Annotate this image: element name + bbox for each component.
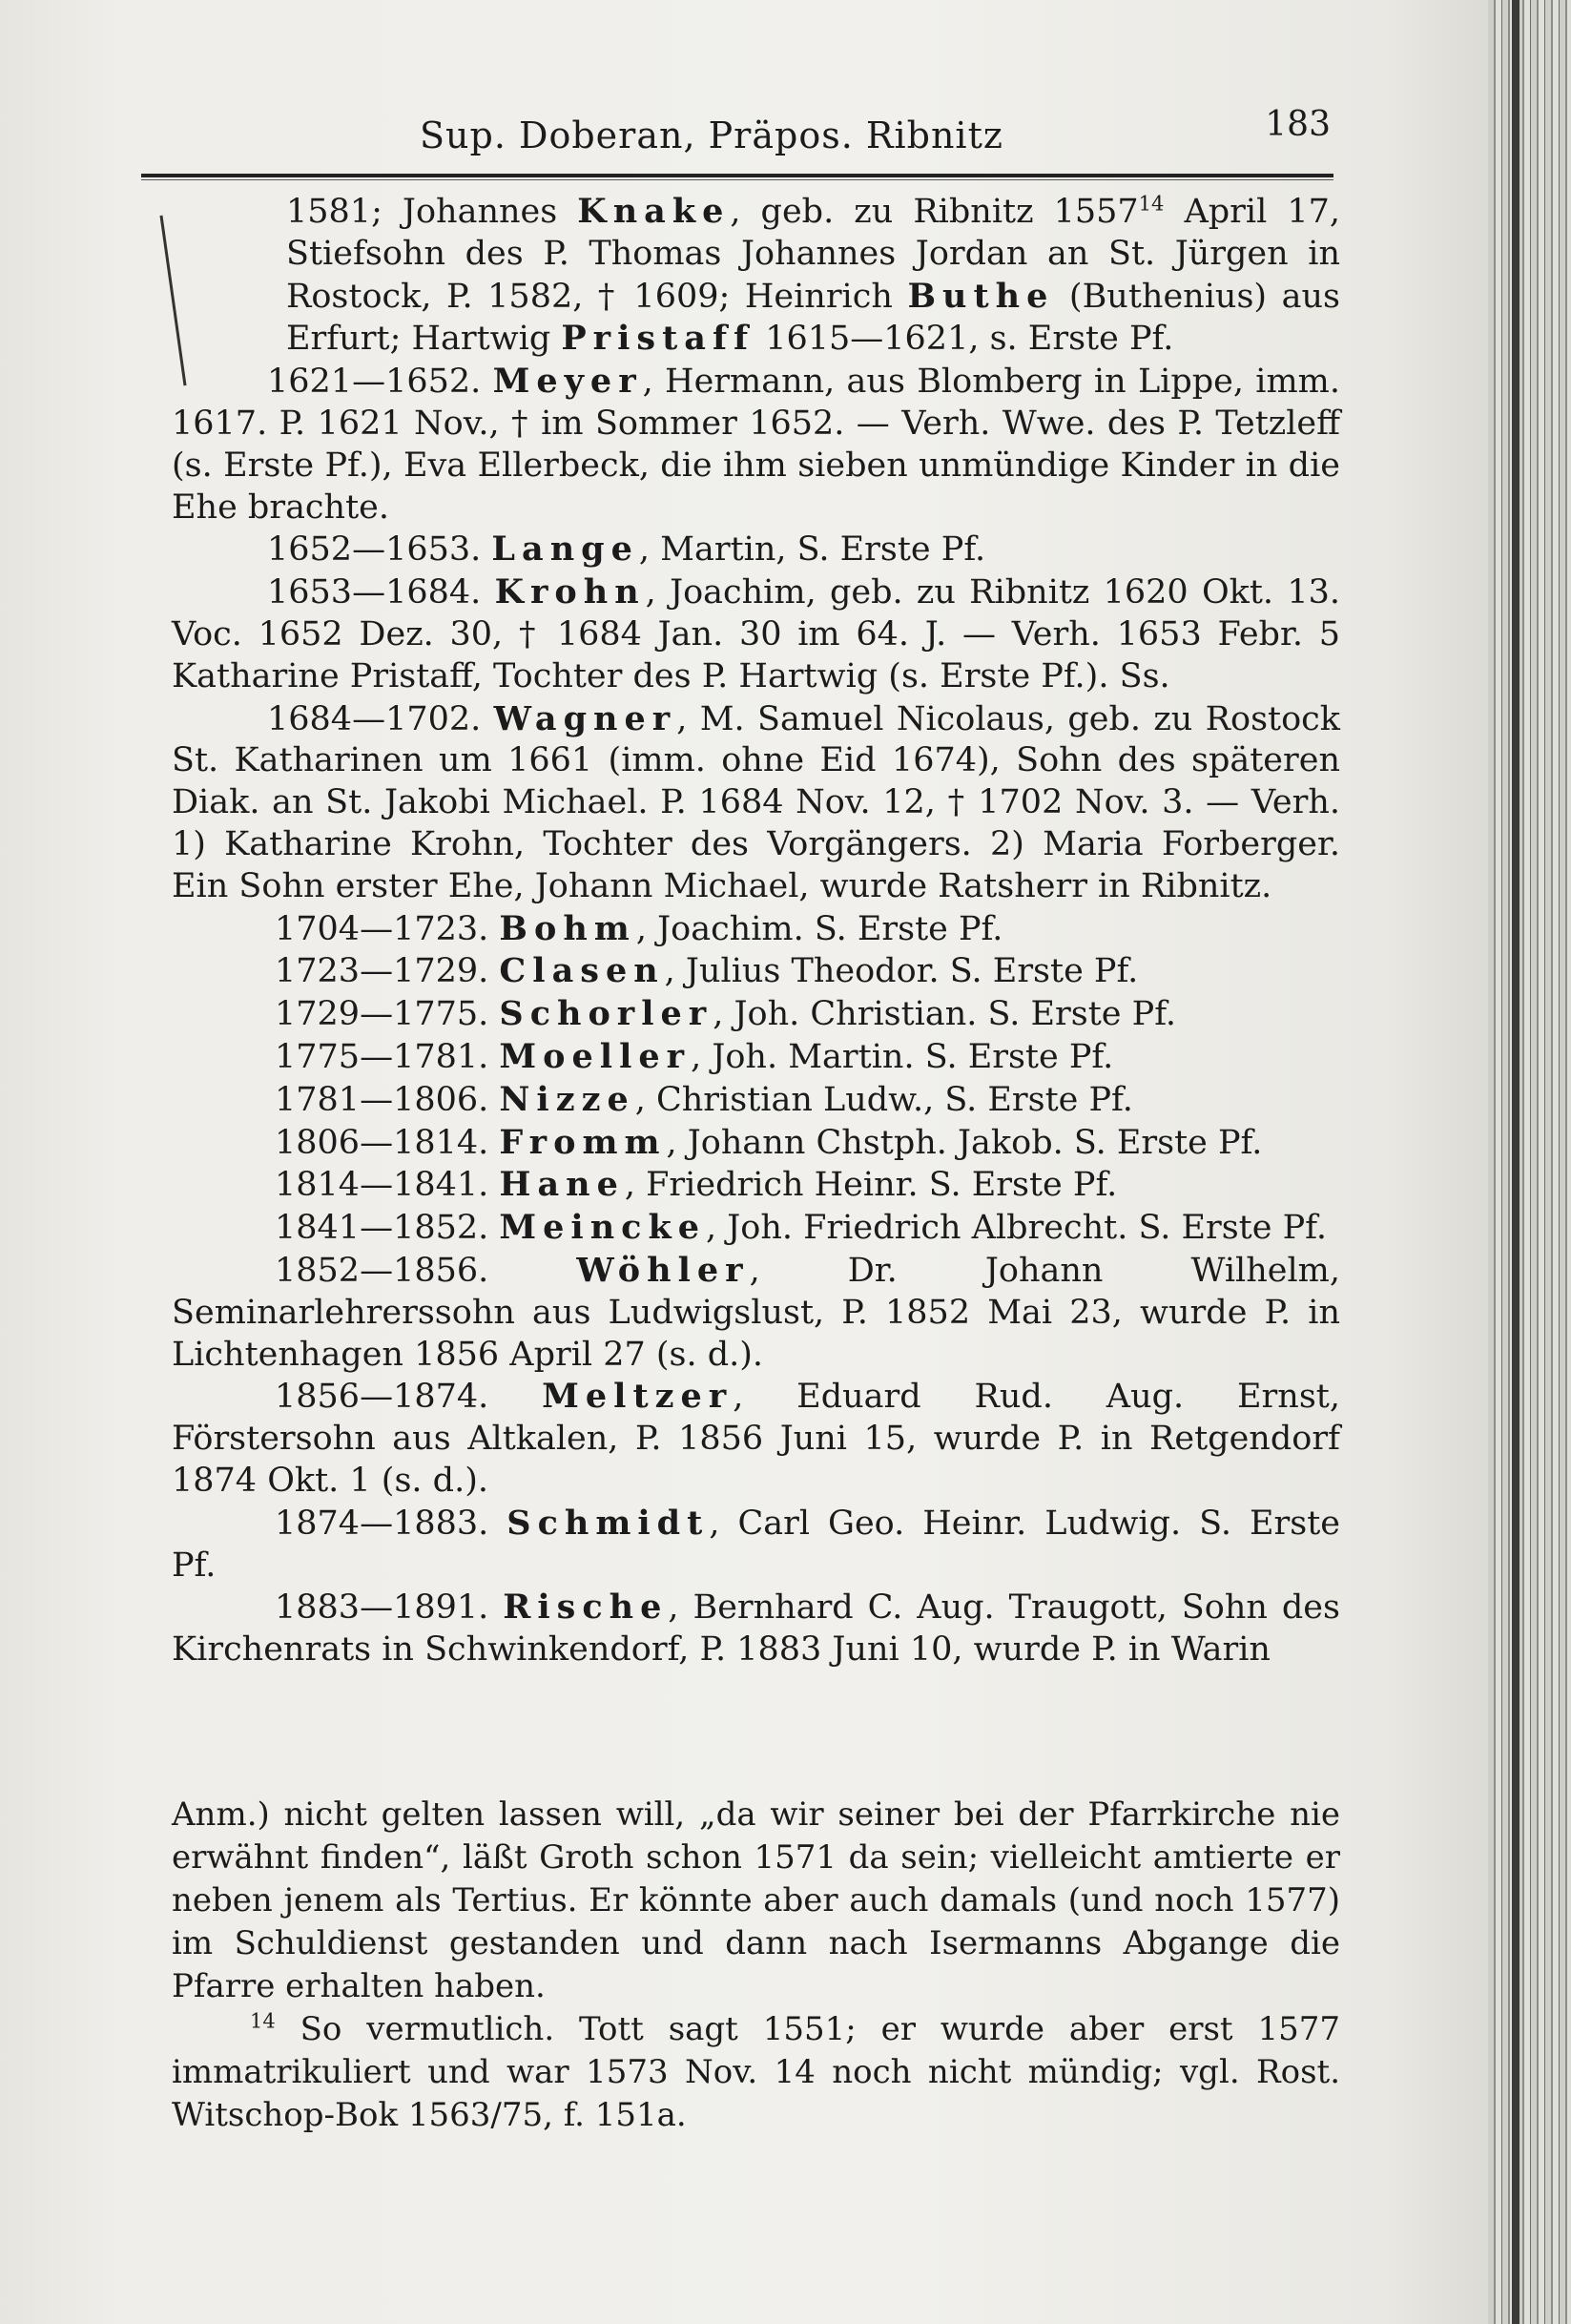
entry-paragraph: 1729—1775. Schorler, Joh. Christian. S. Erste Pf. (275, 994, 1177, 1034)
entry-paragraph: 1652—1653. Lange, Martin, S. Erste Pf. (267, 529, 986, 570)
book-spine (1488, 0, 1571, 2324)
entry-paragraph: 1874—1883. Schmidt, Carl Geo. Heinr. Ludwig. S. Erste Pf. (172, 1503, 1340, 1585)
entry-paragraph: 1883—1891. Rische, Bernhard C. Aug. Traugott, Sohn des Kirchenrats in Schwinkendorf, P. 1883 Juni 10, wurde P. in Warin (172, 1587, 1340, 1670)
main-text (172, 191, 1340, 1671)
page-number: 183 (1265, 105, 1331, 144)
entry-paragraph: 1841—1852. Meincke, Joh. Friedrich Albrecht. S. Erste Pf. (275, 1208, 1327, 1248)
book-gutter (1512, 0, 1519, 2324)
header-rule-thin (141, 179, 1333, 180)
footnote-14: $^{14}$ So vermutlich. Tott sagt 1551; er wurde aber erst 1577 immatrikuliert und war 1573 Nov. 14 noch nicht mündig; vgl. Rost. Witschop-Bok 1563/75, f. 151a. (172, 2009, 1340, 2134)
entry-paragraph: 1814—1841. Hane, Friedrich Heinr. S. Erste Pf. (275, 1165, 1118, 1205)
entry-paragraph: 1806—1814. Fromm, Johann Chstph. Jakob. S. Erste Pf. (275, 1122, 1263, 1162)
entry-paragraph: 1856—1874. Meltzer, Eduard Rud. Aug. Ernst, Förstersohn aus Altkalen, P. 1856 Juni 15, wurde P. in Retgendorf 1874 Okt. 1 (s. d.). (172, 1377, 1340, 1500)
entry-paragraph: 1684—1702. Wagner, M. Samuel Nicolaus, geb. zu Rostock St. Katharinen um 1661 (imm. ohne Eid 1674), Sohn des späteren Diak. an St. Jakobi Michael. P. 1684 Nov. 12, † 1702 Nov. 3. — Verh. 1) Katharine Krohn, Tochter des Vorgängers. 2) Maria Forberger. Ein Sohn erster Ehe, Johann Michael, wurde Ratsherr in Ribnitz. (172, 698, 1340, 905)
entry-paragraph: 1852—1856. Wöhler, Dr. Johann Wilhelm, Seminarlehrerssohn aus Ludwigslust, P. 1852 Mai 23, wurde P. in Lichtenhagen 1856 April 27 (s. d.). (172, 1250, 1340, 1374)
page-header (143, 105, 1331, 162)
entry-paragraph: 1653—1684. Krohn, Joachim, geb. zu Ribnitz 1620 Okt. 13. Voc. 1652 Dez. 30, † 1684 Jan. 30 im 64. J. — Verh. 1653 Febr. 5 Katharine Pristaff, Tochter des P. Hartwig (s. Erste Pf.). Ss. (172, 572, 1340, 695)
entry-paragraph: 1704—1723. Bohm, Joachim. S. Erste Pf. (275, 908, 1003, 948)
entry-paragraph: 1581; Johannes Knake, geb. zu Ribnitz 1557$^{14}$ April 17, Stiefsohn des P. Thomas Johannes Jordan an St. Jürgen in Rostock, P. 1582, † 1609; Heinrich Buthe (Buthenius) aus Erfurt; Hartwig Pristaff 1615—1621, s. Erste Pf. (286, 192, 1340, 359)
header-rule (141, 174, 1333, 177)
footnote-continuation: Anm.) nicht gelten lassen will, „da wir seiner bei der Pfarrkirche nie erwähnt finden“, läßt Groth schon 1571 da sein; vielleicht amtierte er neben jenem als Tertius. Er könnte aber auch damals (und noch 1577) im Schuldienst gestanden und dann nach Isermanns Abgange die Pfarre erhalten haben. (172, 1795, 1340, 2005)
footnotes (172, 1794, 1340, 2137)
running-head: Sup. Doberan, Präpos. Ribnitz (420, 114, 1003, 156)
entry-paragraph: 1621—1652. Meyer, Hermann, aus Blomberg in Lippe, imm. 1617. P. 1621 Nov., † im Sommer 1652. — Verh. Wwe. des P. Tetzleff (s. Erste Pf.), Eva Ellerbeck, die ihm sieben unmündige Kinder in die Ehe brachte. (172, 362, 1340, 527)
entry-paragraph: 1781—1806. Nizze, Christian Ludw., S. Erste Pf. (275, 1079, 1133, 1119)
entry-paragraph: 1723—1729. Clasen, Julius Theodor. S. Erste Pf. (275, 951, 1139, 991)
entry-paragraph: 1775—1781. Moeller, Joh. Martin. S. Erste Pf. (275, 1036, 1114, 1076)
